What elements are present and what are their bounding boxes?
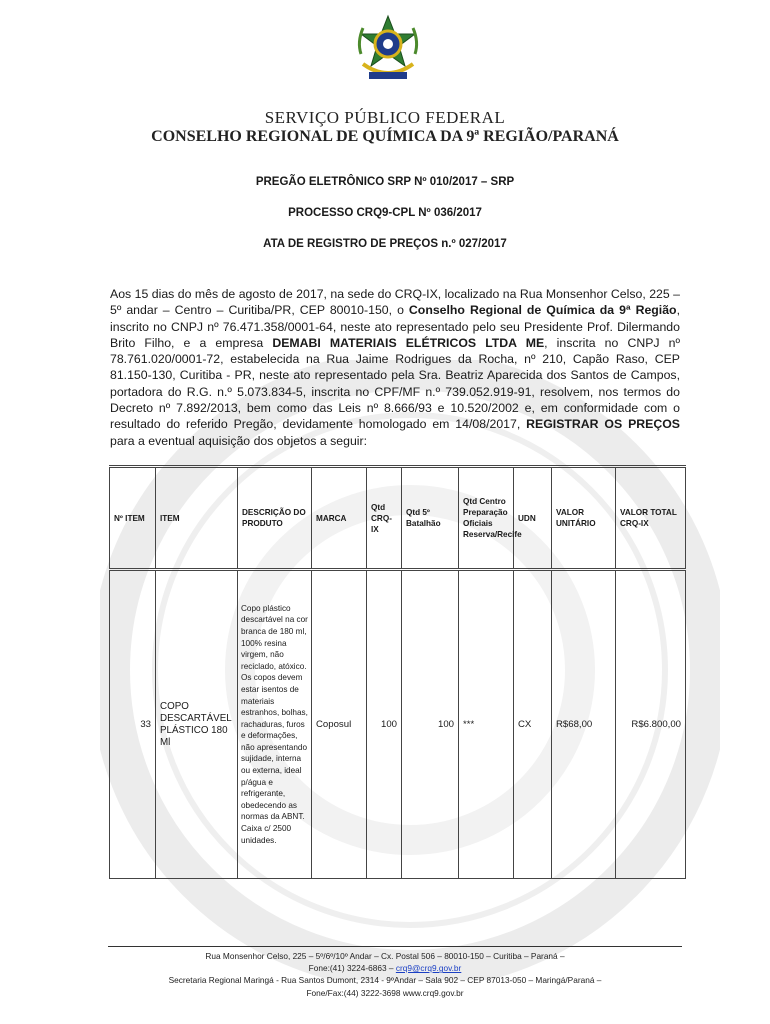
body-text-2: , inscrito no CNPJ nº 76.471.358/0001-64, neste ato representado pelo seu Presidente Prof. Dilermando Brito Filho, e a empresa	[110, 303, 680, 350]
footer-maringa-phone: Fone/Fax:(44) 3222-3698 www.crq9.gov.br	[306, 987, 464, 998]
footer-address: Rua Monsenhor Celso, 225 – 5º/6º/10º Andar – Cx. Postal 506 – 80010-150 – Curitiba – Paraná –	[205, 951, 565, 961]
cell-qtd-centro: ***	[459, 570, 514, 879]
cell-marca: Coposul	[312, 570, 367, 879]
table-row	[110, 570, 686, 879]
cell-qtd-batalhao: 100	[402, 570, 459, 879]
cell-qtd-crq: 100	[367, 570, 402, 879]
body-text-3: , inscrita no CNPJ nº 78.761.020/0001-72, estabelecida na Rua Jaime Rodrigues da Rocha, nº 210, Capão Raso, CEP 81.150-130, Curitiba - PR, neste ato representado pela Sra. Beatriz Aparecida dos Santos de Campos, portadora do R.G. n.º 5.073.834-5, inscrita no CPF/MF n.º 739.052.919-91, resolvem, nos termos do Decreto nº 7.892/2013, bem como das Leis nº 8.666/93 e 10.520/2002 e, em conformidade com o resultado do referido Pregão, devidamente homologado em 14/08/2017,	[110, 335, 680, 432]
header-marca: MARCA	[312, 467, 367, 570]
header-valor-total: VALOR TOTAL CRQ-IX	[616, 467, 686, 570]
cell-udn: CX	[514, 570, 552, 879]
footer-divider	[108, 946, 682, 947]
body-bold-3: REGISTRAR OS PREÇOS	[526, 417, 680, 432]
table-header-row	[110, 467, 686, 570]
body-bold-1: Conselho Regional de Química da 9ª Região	[408, 303, 677, 318]
cell-item: COPO DESCARTÁVEL PLÁSTICO 180 Ml	[156, 570, 238, 879]
body-text-4: para a eventual aquisição dos objetos a seguir:	[110, 433, 368, 448]
header-line-1: SERVIÇO PÚBLICO FEDERAL	[264, 108, 506, 127]
processo-title: PROCESSO CRQ9-CPL Nº 036/2017	[288, 207, 482, 219]
header-udn: UDN	[514, 467, 552, 570]
header-valor-unitario: VALOR UNITÁRIO	[552, 467, 616, 570]
header-qtd-crq: Qtd CRQ-IX	[367, 467, 402, 570]
header-qtd-batalhao: Qtd 5º Batalhão	[402, 467, 459, 570]
coat-of-arms-icon	[355, 14, 421, 84]
cell-num: 33	[110, 570, 156, 879]
body-text-1: Aos 15 dias do mês de agosto de 2017, na sede do CRQ-IX, localizado na Rua Monsenhor Celso, 225 – 5º andar – Centro – Curitiba/PR, CEP 80010-150, o	[110, 287, 680, 318]
pregao-title: PREGÃO ELETRÔNICO SRP Nº 010/2017 – SRP	[255, 176, 515, 188]
footer	[0, 950, 770, 999]
header-desc: DESCRIÇÃO DO PRODUTO	[238, 467, 312, 570]
footer-maringa-address: Secretaria Regional Maringá - Rua Santos Dumont, 2314 - 9ºAndar – Sala 902 – CEP 87013-050 – Maringá/Paraná –	[168, 975, 602, 986]
ata-title: ATA DE REGISTRO DE PREÇOS n.º 027/2017	[263, 238, 507, 250]
cell-valor-total: R$6.800,00	[616, 570, 686, 879]
cell-valor-unitario: R$68,00	[552, 570, 616, 879]
header-item: ITEM	[156, 467, 238, 570]
cell-desc: Copo plástico descartável na cor branca de 180 ml, 100% resina virgem, não reciclado, atóxico. Os copos devem estar isentos de materiais estranhos, bolhas, rachaduras, furos e deformações, não apresentando sujidade, interna ou externa, ideal p/água e refrigerante, obedecendo as normas da ABNT. Caixa c/ 2500 unidades.	[238, 570, 312, 879]
footer-contact	[0, 962, 770, 974]
header-num: Nº ITEM	[110, 467, 156, 570]
items-table	[109, 465, 686, 879]
body-bold-2: DEMABI MATERIAIS ELÉTRICOS LTDA ME	[272, 335, 545, 350]
footer-phone: Fone:(41) 3224-6863 –	[308, 963, 396, 974]
header-line-2: CONSELHO REGIONAL DE QUÍMICA DA 9ª REGIÃO/PARANÁ	[151, 128, 619, 145]
footer-email-link[interactable]: crq9@crq9.gov.br	[395, 963, 462, 974]
body-paragraph	[110, 286, 680, 449]
header-qtd-centro: Qtd Centro Preparação Oficiais Reserva/Recife	[459, 467, 514, 570]
